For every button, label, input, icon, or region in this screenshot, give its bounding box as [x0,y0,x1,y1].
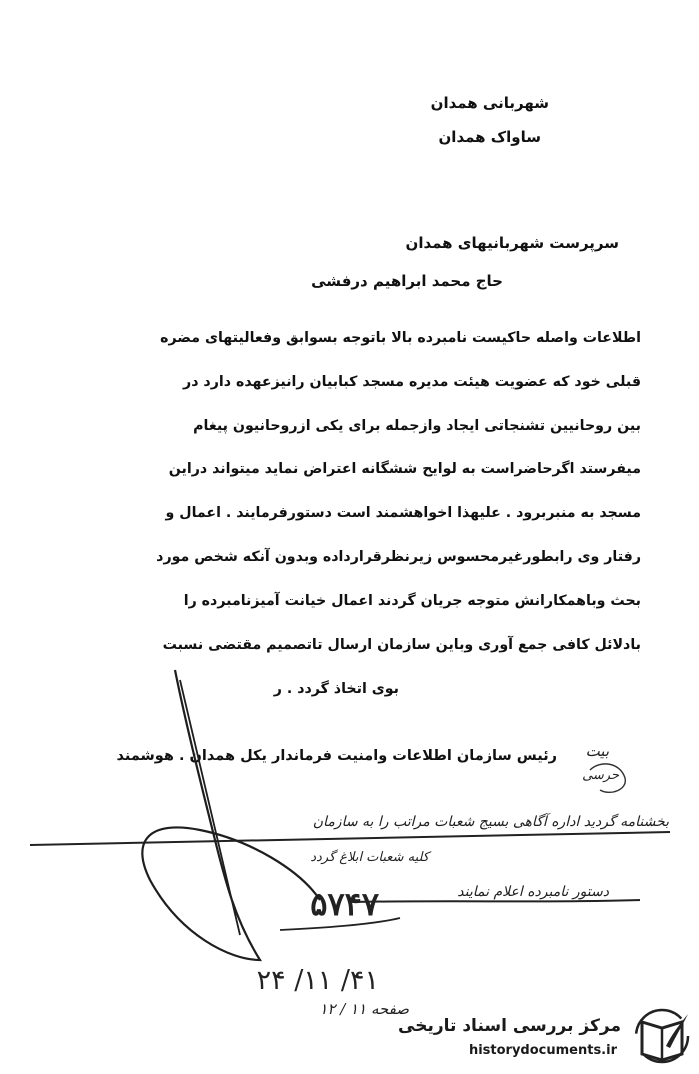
handwritten-margin-note-2: حرسی [582,768,619,783]
body-line-1: اطلاعات واصله حاکیست نامبرده بالا باتوجه بسوابق وفعالیتهای مضره [160,330,641,346]
handwritten-date: ۲۴ /۱۱ /۴۱ [256,965,379,996]
body-line-6: رفتار وی رابطورغیرمحسوس زیرنظرقرارداده وبدون آنکه شخص مورد [156,549,641,565]
handwritten-number: ۵۷۴۷ [310,885,379,923]
strike-line-1 [30,832,670,845]
book-quill-logo-icon [632,1008,692,1064]
body-line-4: میفرستد اگرحاضراست به لوایح ششگانه اعتراض نماید میتواند دراین [168,461,641,477]
pen-loop [142,670,320,960]
addressee-line-2: حاج محمد ابراهیم درفشی [311,272,503,290]
handwritten-note-line-1: بخشنامه گردید اداره آگاهی بسیج شعبات مراتب را به سازمان [312,814,669,830]
body-line-8: بادلائل کافی جمع آوری وباین سازمان ارسال تاتصمیم مقتضی نسبت [162,637,641,653]
pen-line-diagonal [180,680,240,935]
handwritten-note-line-3: دستور نامبرده اعلام نمایند [457,884,609,900]
handwritten-margin-note-1: بیت [585,742,609,760]
watermark-title: مرکز بررسی اسناد تاریخی [398,1016,621,1036]
body-line-2: قبلی خود که عضویت هیئت مدیره مسجد کبابیان رانیزعهده دارد در [183,374,641,390]
header-line-2: ساواک همدان [438,128,541,146]
handwritten-note-line-2: کلیه شعبات ابلاغ گردد [310,850,429,865]
body-line-3: بین روحانیین تشنجاتی ایجاد وازجمله برای یکی ازروحانیون پیغام [193,418,641,434]
body-line-7: بحث وباهمکارانش متوجه جریان گردند اعمال خیانت آمیزنامبرده را [183,593,641,609]
handwritten-bottom-note: صفحه ۱۱ / ۱۲ [319,1000,409,1018]
watermark-url: historydocuments.ir [468,1043,617,1058]
addressee-line-1: سرپرست شهربانیهای همدان [405,234,619,252]
header-line-1: شهربانی همدان [430,94,549,112]
body-line-9: بوی اتخاذ گردد . ر [273,681,399,697]
body-line-5: مسجد به منبربرود . علیهذا اخواهشمند است دستورفرمایند . اعمال و [165,505,641,521]
strike-line-2 [350,900,640,902]
signature-line: رئیس سازمان اطلاعات وامنیت فرماندار یکل همدان . هوشمند [116,748,557,764]
